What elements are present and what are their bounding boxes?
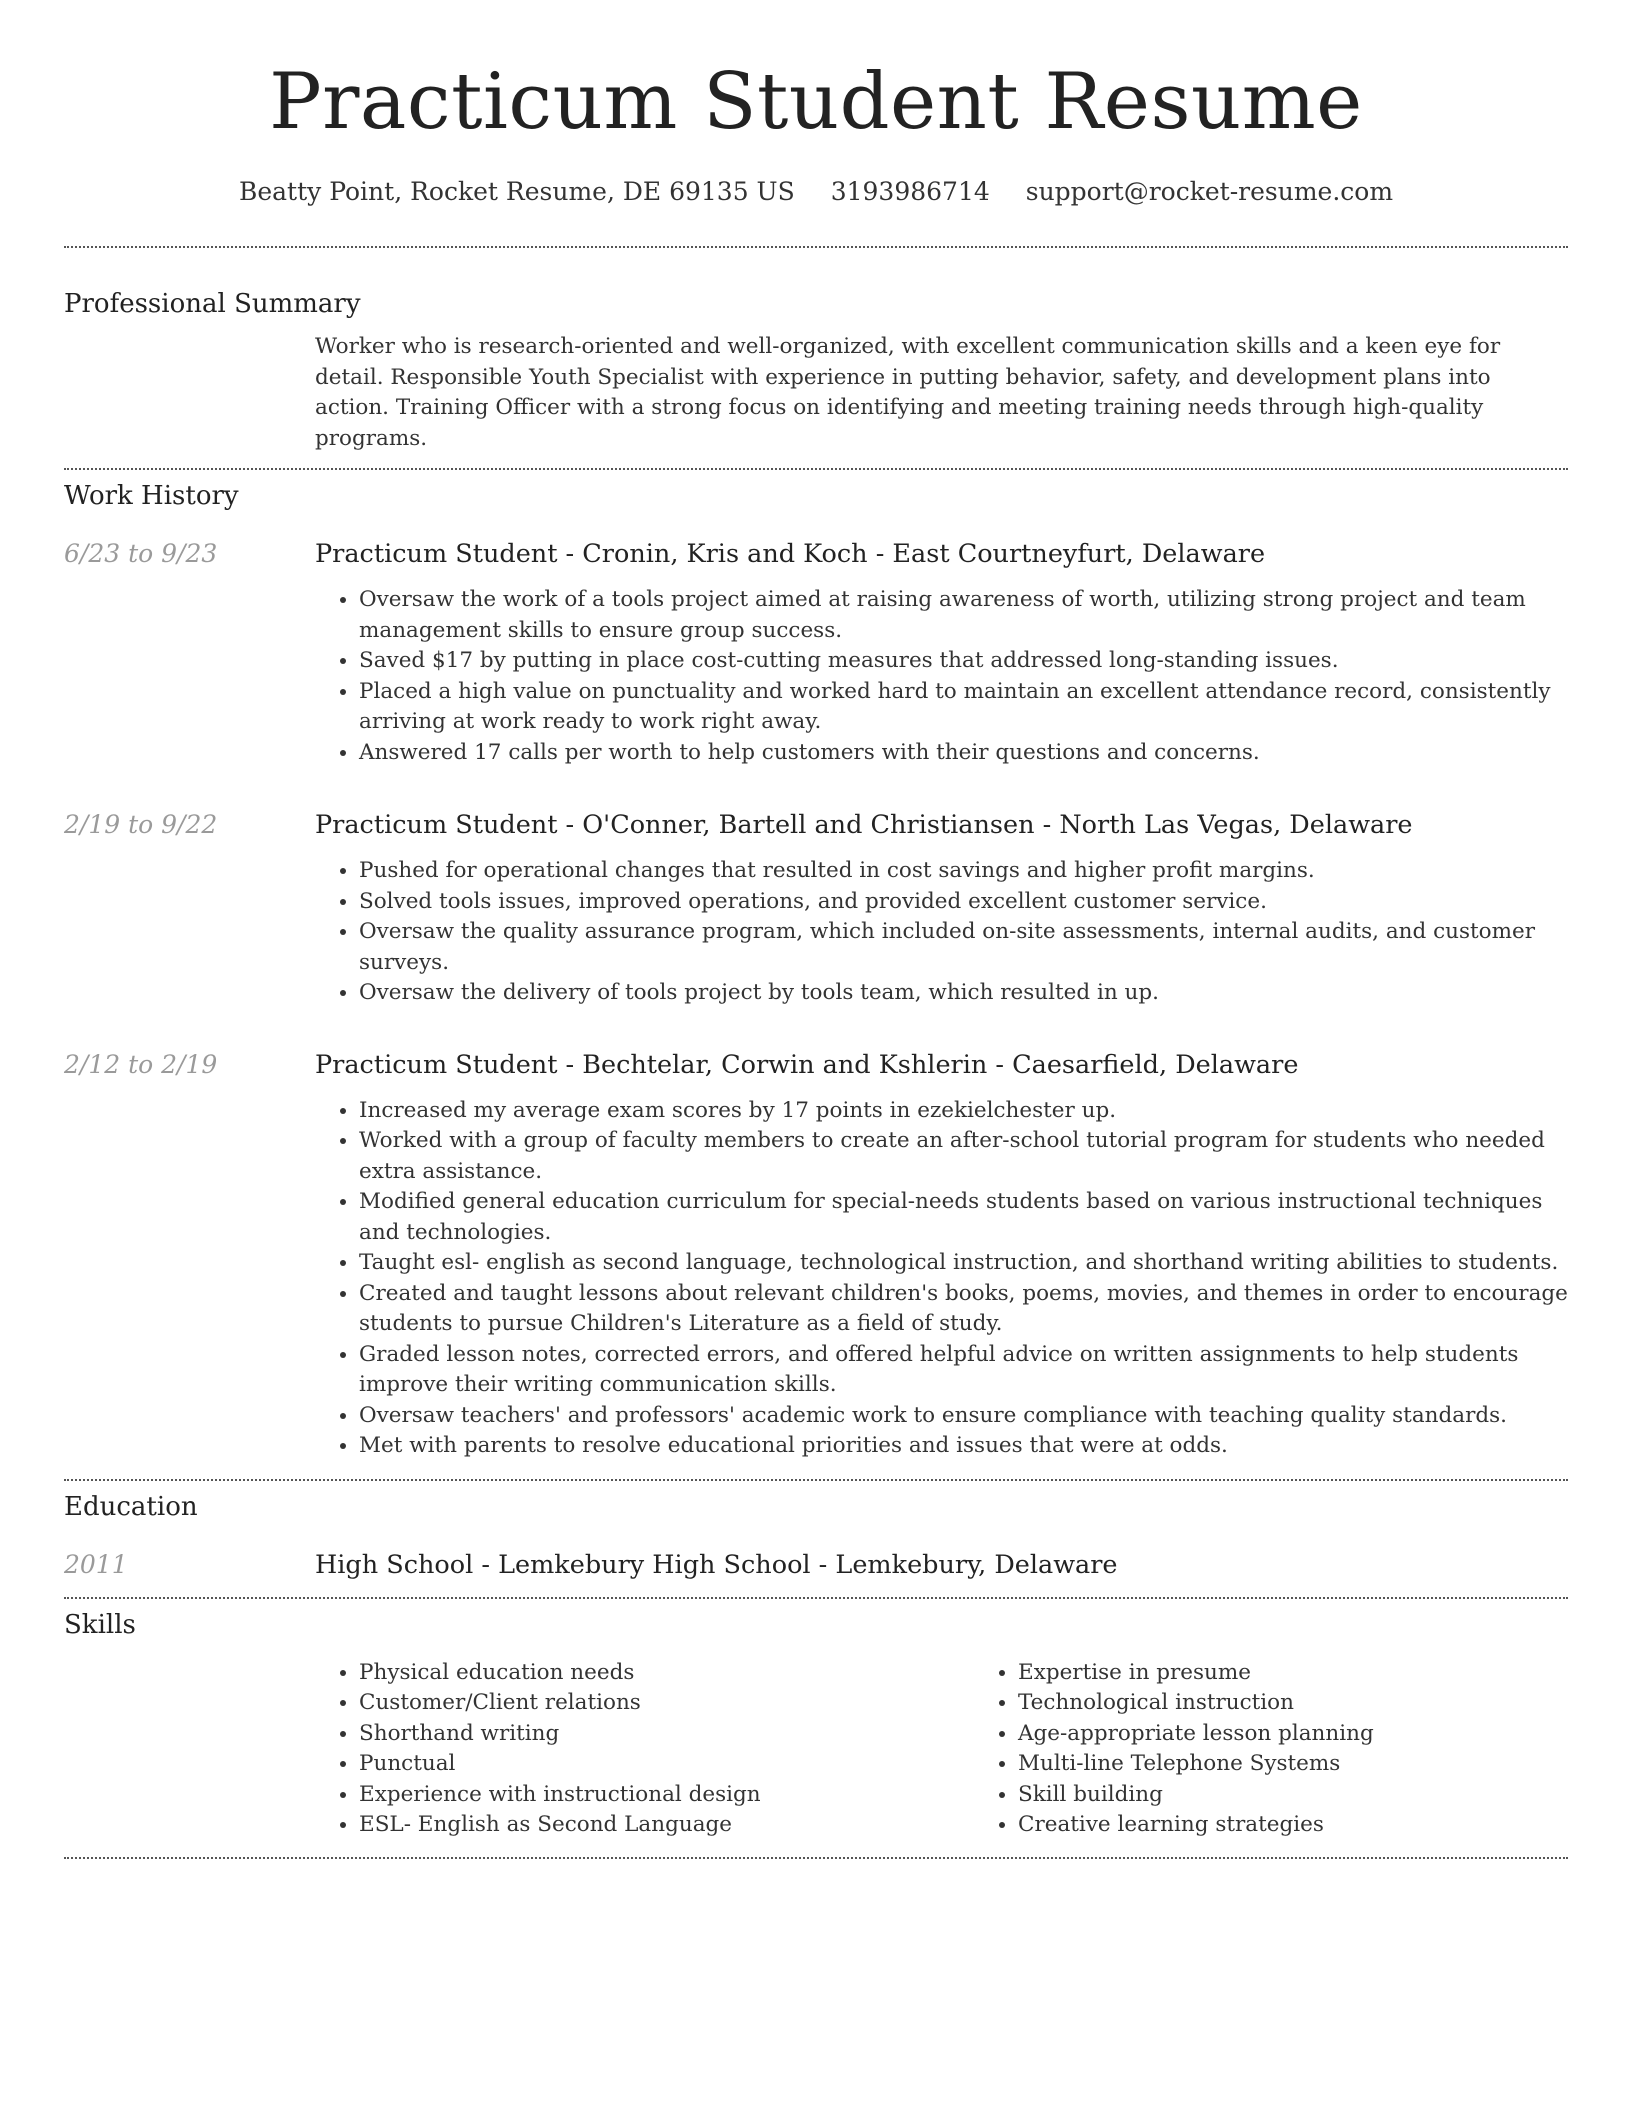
contact-line — [64, 176, 1568, 208]
job-bullet: • Created and taught lessons about relevant children's books, poems, movies, and themes in order to encourage students to pursue Children's Literature as a field of study. — [359, 1279, 1568, 1340]
job-bullet: • Pushed for operational changes that resulted in cost savings and higher profit margins. — [359, 856, 1568, 887]
contact-phone: 3193986714 — [830, 177, 990, 206]
job-entry — [64, 537, 1568, 768]
job-bullet: • Oversaw the delivery of tools project by tools team, which resulted in up. — [359, 978, 1568, 1009]
skill-item: • Physical education needs — [359, 1658, 974, 1689]
job-bullet: • Taught esl- english as second language, technological instruction, and shorthand writing abilities to students. — [359, 1248, 1568, 1279]
summary-heading: Professional Summary — [64, 289, 361, 319]
job-dates: 6/23 to 9/23 — [64, 539, 218, 568]
skills-section — [64, 1608, 1568, 1841]
skill-item: • Shorthand writing — [359, 1719, 974, 1750]
resume-title: Practicum Student Resume — [269, 57, 1363, 147]
job-bullet: • Oversaw the work of a tools project aimed at raising awareness of worth, utilizing strong project and team management skills to ensure group success. — [359, 585, 1568, 646]
job-bullet: • Modified general education curriculum for special-needs students based on various instructional techniques and technologies. — [359, 1187, 1568, 1248]
skill-item: • Skill building — [1018, 1780, 1632, 1811]
skill-item: • Customer/Client relations — [359, 1688, 974, 1719]
job-bullet: • Graded lesson notes, corrected errors, and offered helpful advice on written assignments to help students improve their writing communication skills. — [359, 1340, 1568, 1401]
skill-item: • Creative learning strategies — [1018, 1810, 1632, 1841]
job-bullet: • Oversaw the quality assurance program, which included on-site assessments, internal audits, and customer surveys. — [359, 917, 1568, 978]
job-bullet: • Increased my average exam scores by 17 points in ezekielchester up. — [359, 1096, 1568, 1127]
job-dates: 2/12 to 2/19 — [64, 1049, 218, 1079]
job-title: Practicum Student - Bechtelar, Corwin and Kshlerin - Caesarfield, Delaware — [315, 1049, 1299, 1080]
contact-email: support@rocket-resume.com — [1025, 177, 1394, 206]
job-dates: 2/19 to 9/22 — [64, 810, 218, 839]
skills-heading: Skills — [64, 1609, 136, 1640]
skill-item: • Multi-line Telephone Systems — [1018, 1749, 1632, 1780]
summary-section — [64, 287, 1568, 454]
job-bullet: • Worked with a group of faculty members to create an after-school tutorial program for students who needed extra assistance. — [359, 1126, 1568, 1187]
education-year: 2011 — [64, 1549, 128, 1579]
work-divider — [64, 1479, 1568, 1481]
job-bullet: • Solved tools issues, improved operations, and provided excellent customer service. — [359, 887, 1568, 918]
skill-item: • Technological instruction — [1018, 1688, 1632, 1719]
education-section — [64, 1490, 1568, 1582]
education-heading: Education — [64, 1491, 198, 1522]
skill-item: • Age-appropriate lesson planning — [1018, 1719, 1632, 1750]
job-bullets — [315, 856, 1568, 1009]
skills-divider — [64, 1857, 1568, 1859]
job-bullets — [315, 585, 1568, 768]
summary-text: Worker who is research-oriented and well-organized, with excellent communication skills and a keen eye for detail. Responsible Youth Specialist with experience in putting behavior, safety, and development plans into action. Training Officer with a strong focus on identifying and meeting training needs through high-quality programs. — [315, 334, 1501, 451]
job-bullet: • Placed a high value on punctuality and worked hard to maintain an excellent attendance record, consistently arriving at work ready to work right away. — [359, 677, 1568, 738]
skills-spacer — [64, 1658, 315, 1841]
job-bullet: • Met with parents to resolve educational priorities and issues that were at odds. — [359, 1431, 1568, 1462]
education-divider — [64, 1597, 1568, 1599]
summary-divider — [64, 468, 1568, 470]
skill-item: • ESL- English as Second Language — [359, 1810, 974, 1841]
job-entry — [64, 1048, 1568, 1462]
job-bullet: • Answered 17 calls per worth to help customers with their questions and concerns. — [359, 738, 1568, 769]
contact-address: Beatty Point, Rocket Resume, DE 69135 US — [238, 177, 795, 206]
work-history-section — [64, 479, 1568, 1462]
job-bullet: • Oversaw teachers' and professors' academic work to ensure compliance with teaching quality standards. — [359, 1401, 1568, 1432]
skill-item: • Expertise in presume — [1018, 1658, 1632, 1689]
job-bullet: • Saved $17 by putting in place cost-cutting measures that addressed long-standing issues. — [359, 646, 1568, 677]
education-entry — [64, 1548, 1568, 1582]
job-bullets — [315, 1096, 1568, 1462]
work-history-heading: Work History — [64, 481, 239, 511]
header-divider — [64, 246, 1568, 248]
job-title: Practicum Student - O'Conner, Bartell and Christiansen - North Las Vegas, Delaware — [315, 810, 1413, 840]
job-entry — [64, 808, 1568, 1009]
skills-columns — [315, 1658, 1632, 1841]
education-title: High School - Lemkebury High School - Lemkebury, Delaware — [315, 1549, 1118, 1580]
job-title: Practicum Student - Cronin, Kris and Koch - East Courtneyfurt, Delaware — [315, 539, 1266, 569]
skills-list-right — [974, 1658, 1632, 1841]
skill-item: • Punctual — [359, 1749, 974, 1780]
resume-page — [64, 0, 1568, 1859]
summary-spacer — [64, 332, 315, 454]
skill-item: • Experience with instructional design — [359, 1780, 974, 1811]
skills-list-left — [315, 1658, 974, 1841]
